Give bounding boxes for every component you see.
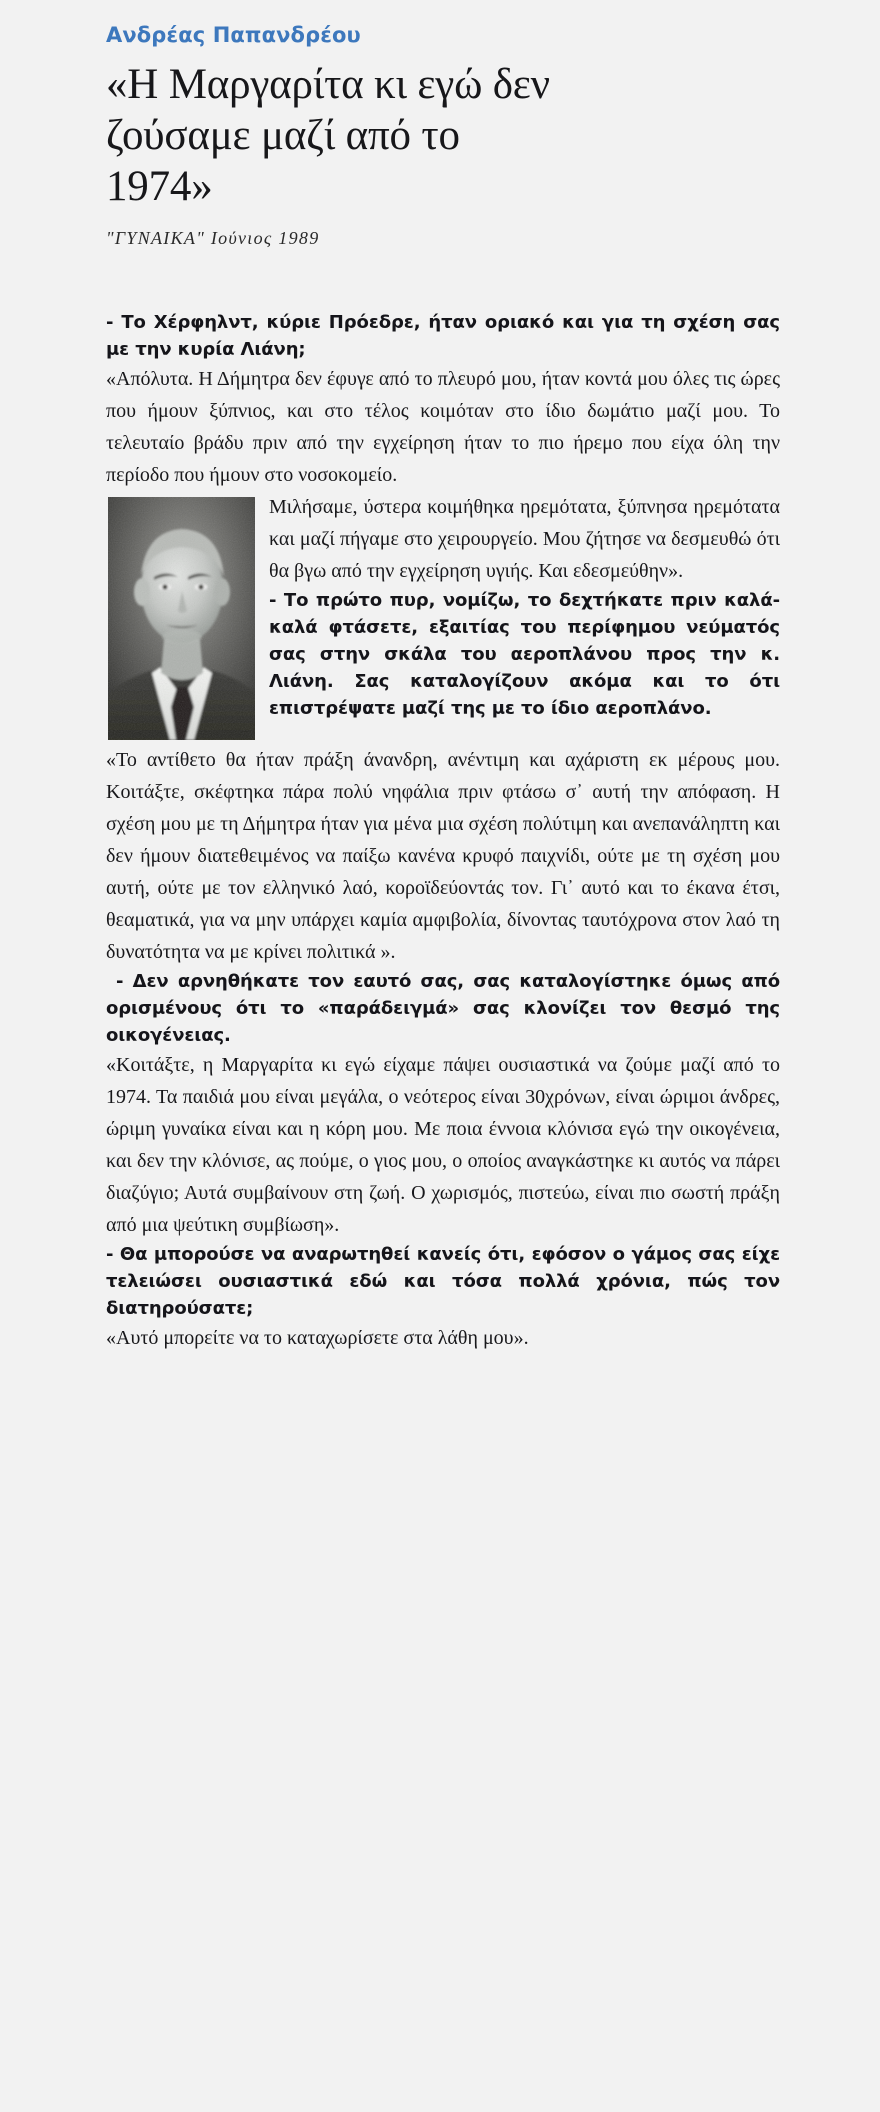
interview-answer: «Το αντίθετο θα ήταν πράξη άνανδρη, ανέντιμη και αχάριστη εκ μέρους μου. Κοιτάξτε, σκέφτηκα πάρα πολύ νηφάλια πριν φτάσω σ᾽ αυτή την απόφαση. Η σχέση μου με τη Δήμητρα ήταν για μένα μια σχέση πολύτιμη και ανεπανάληπτη και δεν ήμουν διατεθειμένος να παίξω κανένα κρυφό παιχνίδι, ούτε με τη σχέση μου αυτή, ούτε με τον ελληνικό λαό, κοροϊδεύοντάς τον. Γι᾽ αυτό και το έκανα έτσι, θεαματικά, για να μην υπάρχει καμία αμφιβολία, δίνοντας ταυτόχρονα στον λαό τη δυνατότητα να με κρίνει πολιτικά ». [106,749,780,964]
article-source-line: "ΓΥΝΑΙΚΑ" Ιούνιος 1989 [106,228,320,249]
interview-answer: «Απόλυτα. Η Δήμητρα δεν έφυγε από το πλευρό μου, ήταν κοντά μου όλες τις ώρες που ήμουν ξύπνιος, και στο τέλος κοιμόταν στο ίδιο δωμάτιο μαζί μου. Το τελευταίο βράδυ πριν από την εγχείρηση ήταν το πιο ήρεμο που είχα όλη την περίοδο που ήμουν στο νοσοκομείο. [106,368,780,487]
article-body [106,309,780,1354]
portrait-photo-image [108,497,255,740]
interview-question: - Δεν αρνηθήκατε τον εαυτό σας, σας καταλογίστηκε όμως από ορισμένους ότι το «παράδειγμά» σας κλονίζει τον θεσμό της οικογένειας. [106,971,780,1047]
interview-answer: Μιλήσαμε, ύστερα κοιμήθηκα ηρεμότατα, ξύπνησα ηρεμότατα και μαζί πήγαμε στο χειρουργείο. Μου ζήτησε να δεσμευθώ ότι θα βγω από την εγχείρηση υγιής. Και εδεσμεύθην». [269,496,780,583]
portrait-photo [108,497,255,740]
interview-answer: «Αυτό μπορείτε να το καταχωρίσετε στα λάθη μου». [106,1327,529,1350]
interview-question: - Θα μπορούσε να αναρωτηθεί κανείς ότι, εφόσον ο γάμος σας είχε τελειώσει ουσιαστικά εδώ και τόσα πολλά χρόνια, πώς τον διατηρούσατε; [106,1244,780,1320]
article-byline: Ανδρέας Παπανδρέου [106,23,361,47]
page-title: «Η Μαργαρίτα κι εγώ δεν ζούσαμε μαζί από το 1974» [106,61,550,210]
interview-question: - Το πρώτο πυρ, νομίζω, το δεχτήκατε πριν καλά-καλά φτάσετε, εξαιτίας του περίφημου νεύματός σας στην σκάλα του αεροπλάνου προς την κ. Λιάνη. Σας καταλογίζουν ακόμα και το ότι επιστρέψατε μαζί της με το ίδιο αεροπλάνο. [269,590,780,720]
interview-answer: «Κοιτάξτε, η Μαργαρίτα κι εγώ είχαμε πάψει ουσιαστικά να ζούμε μαζί από το 1974. Τα παιδιά μου είναι μεγάλα, ο νεότερος είναι 30χρόνων, είναι ώριμοι άνδρες, ώριμη γυναίκα είναι και η κόρη μου. Με ποια έννοια κλόνισα εγώ την οικογένεια, και δεν την κλόνισε, ας πούμε, ο γιος μου, ο οποίος αναγκάστηκε κι αυτός να πάρει διαζύγιο; Αυτά συμβαίνουν στη ζωή. Ο χωρισμός, πιστεύω, είναι πιο σωστή πράξη από μια ψεύτικη συμβίωση». [106,1054,780,1237]
interview-question: - Το Χέρφηλντ, κύριε Πρόεδρε, ήταν οριακό και για τη σχέση σας με την κυρία Λιάνη; [106,312,780,361]
